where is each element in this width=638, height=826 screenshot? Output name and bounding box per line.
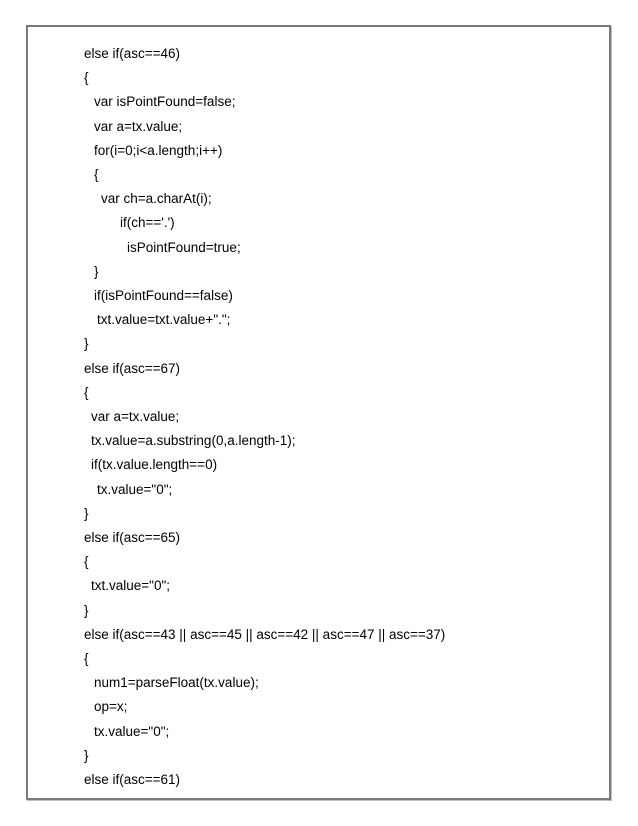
code-line: var isPointFound=false; [94,94,236,109]
code-line: var a=tx.value; [91,409,180,424]
code-line: else if(asc==65) [84,530,181,545]
code-line: else if(asc==43 || asc==45 || asc==42 || asc==47 || asc==37) [84,627,446,642]
code-line: var ch=a.charAt(i); [101,191,212,206]
code-line: isPointFound=true; [127,240,241,255]
code-line: if(tx.value.length==0) [91,457,218,472]
code-line: for(i=0;i<a.length;i++) [94,143,223,158]
code-line: { [94,167,99,182]
code-line: } [84,336,89,351]
code-line: } [84,748,89,763]
code-line: tx.value="0"; [97,482,173,497]
code-line: txt.value=txt.value+"."; [97,312,231,327]
code-line: if(isPointFound==false) [94,288,233,303]
code-line: { [84,554,89,569]
code-line: var a=tx.value; [94,119,183,134]
code-line: { [84,385,89,400]
code-line: else if(asc==61) [84,772,181,787]
code-line: if(ch=='.') [120,215,175,230]
code-line: { [84,651,89,666]
code-line: txt.value="0"; [91,578,171,593]
code-line: else if(asc==46) [84,46,181,61]
code-line: tx.value=a.substring(0,a.length-1); [91,433,296,448]
code-line: op=x; [94,699,128,714]
code-line: } [84,506,89,521]
code-line: num1=parseFloat(tx.value); [94,675,259,690]
code-line: else if(asc==67) [84,361,181,376]
code-line: } [94,264,99,279]
code-line: tx.value="0"; [94,724,170,739]
code-line: } [84,603,89,618]
code-line: { [84,70,89,85]
